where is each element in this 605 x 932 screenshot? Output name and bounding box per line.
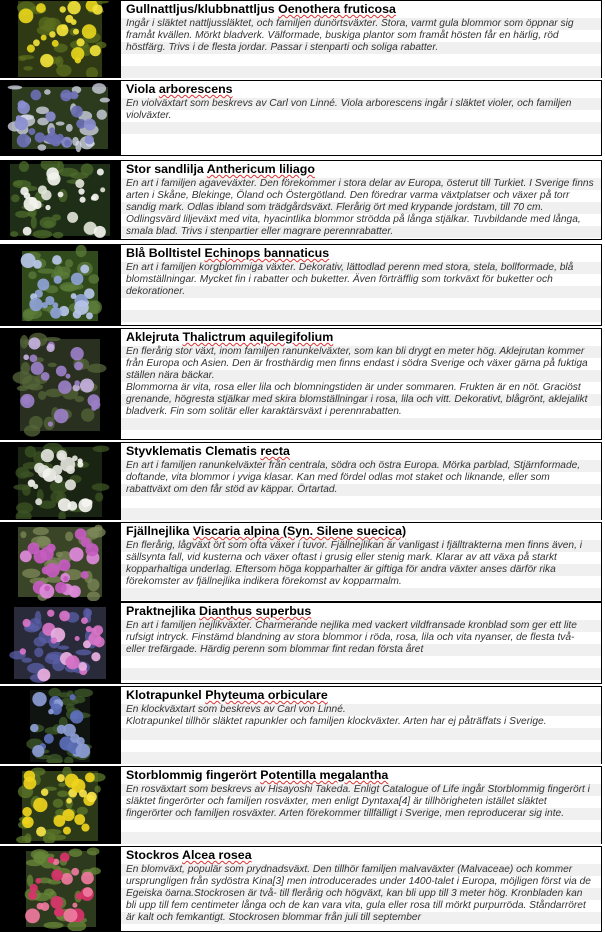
scientific-name: Dianthus superbus bbox=[199, 604, 312, 618]
thumbnail-cell bbox=[0, 81, 120, 155]
common-name: Aklejruta bbox=[126, 330, 180, 344]
plant-title bbox=[126, 246, 601, 261]
description-cell bbox=[120, 1, 602, 77]
thumbnail-cell bbox=[0, 1, 120, 77]
description-cell bbox=[120, 329, 602, 439]
fringed-pink-photo bbox=[0, 603, 120, 683]
blue-globe-thistle-photo bbox=[0, 245, 120, 325]
plant-title bbox=[126, 444, 601, 459]
description-cell bbox=[120, 81, 602, 155]
scientific-name: Alcea rosea bbox=[182, 848, 252, 862]
plant-description bbox=[126, 98, 601, 122]
description-cell bbox=[120, 687, 602, 763]
plant-description bbox=[126, 784, 601, 820]
plant-description bbox=[126, 346, 601, 418]
description-paragraph: En art i familjen ranunkelväxter från centrala, södra och östra Europa. Mörka parblad, Stjärnformade, doftande, vita blommor i yviga klasar. Kan med fördel odlas mot staket och liknande, eller som rabattväxt om den får stöd av käppar. Örtartad. bbox=[126, 460, 581, 495]
scientific-name: arborescens bbox=[158, 82, 233, 96]
description-paragraph: En violväxtart som beskrevs av Carl von Linné. Viola arborescens ingår i släktet violer, och familjen violväxter. bbox=[126, 98, 572, 121]
yellow-cinquefoil-photo bbox=[0, 767, 120, 843]
scientific-name: Echinops bannaticus bbox=[204, 246, 330, 260]
thumbnail-cell bbox=[0, 687, 120, 763]
scientific-name: Phyteuma orbiculare bbox=[205, 688, 328, 702]
plant-entry bbox=[0, 846, 602, 932]
plant-entry bbox=[0, 686, 602, 764]
plant-title bbox=[126, 330, 601, 345]
common-name: Blå Bolltistel bbox=[126, 246, 202, 260]
plant-description bbox=[126, 178, 601, 238]
description-paragraph: Ingår i släktet nattljussläktet, och familjen dunörtsväxter. Stora, varmt gula blommor som öppnar sig framåt kvällen. Mörkt bladverk. Välformade, buskiga plantor som framåt hösten får en härlig, röd höstfärg. Trivs i de flesta jordar. Passar i stenparti och soliga rabatter. bbox=[126, 18, 574, 53]
plant-title bbox=[126, 768, 601, 783]
white-lily-flowers-photo bbox=[0, 161, 120, 239]
thumbnail-cell bbox=[0, 603, 120, 683]
description-paragraph: En art i familjen nejlikväxter. Charmerande nejlika med vackert vildfransade kronblad som ger ett lite rufsigt intryck. Finstämd blandning av stora blommor i röda, rosa, lila och vita nyanser, de flesta två- eller trefärgade. Härdig perenn som blommar fint redan första året bbox=[126, 620, 577, 655]
description-paragraph: En flerårig stor växt, inom familjen ranunkelväxter, som kan bli drygt en meter hög. Aklejrutan kommer från Europa och Asien. Den är frosthärdig men finns endast i södra Sverige och växer gärna på fuktiga ställen nära bäckar. bbox=[126, 346, 588, 381]
description-cell bbox=[120, 443, 602, 519]
thumbnail-cell bbox=[0, 847, 120, 931]
plant-entry bbox=[0, 160, 602, 240]
blue-rampion-photo bbox=[0, 687, 120, 763]
description-cell bbox=[120, 847, 602, 931]
common-name: Stockros bbox=[126, 848, 180, 862]
yellow-flowers-photo bbox=[0, 1, 120, 77]
scientific-name: Thalictrum aquilegifolium bbox=[182, 330, 334, 344]
plant-title bbox=[126, 2, 601, 17]
plant-entry bbox=[0, 442, 602, 520]
description-cell bbox=[120, 603, 602, 683]
plant-entry bbox=[0, 0, 602, 78]
plant-entry bbox=[0, 328, 602, 440]
plant-entry bbox=[0, 766, 602, 844]
plant-description bbox=[126, 704, 601, 728]
plant-entry bbox=[0, 522, 602, 602]
description-paragraph: En blomväxt, populär som prydnadsväxt. Den tillhör familjen malvaväxter (Malvaceae) och kommer ursprungligen från sydöstra Kina[3] men introducerades under 1400-talet i Europa, möjligen först via de Egeiska öarna.Stockrosen är två- till flerårig och högväxt, kan bli upp till 3 meter hög. Kronbladen kan bli upp till fem centimeter långa och de kan vara vita, gula eller rosa till mörkt purpurröda. Ståndarröret är kalt och femkantigt. Stockrosen blommar från juli till september bbox=[126, 864, 591, 923]
hollyhock-photo bbox=[0, 847, 120, 931]
plant-title bbox=[126, 524, 601, 539]
purple-meadow-rue-photo bbox=[0, 329, 120, 439]
plant-description bbox=[126, 620, 601, 656]
common-name: Fjällnejlika bbox=[126, 524, 190, 538]
scientific-name: Anthericum liliago bbox=[206, 162, 315, 176]
plant-entry bbox=[0, 602, 602, 684]
thumbnail-cell bbox=[0, 523, 120, 601]
scientific-name: Oenothera fruticosa bbox=[278, 2, 396, 16]
description-paragraph: En art i familjen korgblommiga växter. Dekorativ, lättodlad perenn med stora, stela, bollformade, blå blomställningar. Mycket fin i rabatter och buketter. Även förträfflig som torkväxt för buketter och dekorationer. bbox=[126, 262, 574, 297]
common-name: Storblommig fingerört bbox=[126, 768, 257, 782]
common-name: Praktnejlika bbox=[126, 604, 196, 618]
plant-description bbox=[126, 864, 601, 924]
plant-title bbox=[126, 604, 601, 619]
common-name: Viola bbox=[126, 82, 156, 96]
common-name: Stor sandlilja bbox=[126, 162, 204, 176]
description-paragraph: En rosväxtart som beskrevs av Hisayoshi Takeda. Enligt Catalogue of Life ingår Storblommig fingerört i släktet fingerörter och familjen rosväxter, men enligt Dyntaxa[4] är tillhörigheten istället släktet fingerörter och familjen rosväxter. Arten förekommer tillfälligt i Sverige, men reproducerar sig inte. bbox=[126, 784, 590, 819]
description-cell bbox=[120, 161, 602, 239]
plant-title bbox=[126, 848, 601, 863]
plant-title bbox=[126, 688, 601, 703]
thumbnail-cell bbox=[0, 443, 120, 519]
plant-description bbox=[126, 18, 601, 54]
description-paragraph: Klotrapunkel tillhör släktet rapunkler och familjen klockväxter. Arten har ej påträffats i Sverige. bbox=[126, 716, 547, 727]
scientific-name: Potentilla megalantha bbox=[260, 768, 389, 782]
blue-violet-flowers-photo bbox=[0, 81, 120, 155]
description-paragraph: En klockväxtart som beskrevs av Carl von Linné. bbox=[126, 704, 346, 715]
description-paragraph: Blommorna är vita, rosa eller lila och blomningstiden är under sommaren. Frukten är en nöt. Graciöst grenande, högresta stjälkar med skira blomställningar i rosa, lila och vitt. Dekorativt, blågrönt, aklejalikt bladverk. Fin som solitär eller karaktärsväxt i perennrabatten. bbox=[126, 382, 588, 417]
plant-title bbox=[126, 82, 601, 97]
plant-description bbox=[126, 262, 601, 298]
plant-description bbox=[126, 540, 601, 588]
common-name: Gullnattljus/klubbnattljus bbox=[126, 2, 275, 16]
description-cell bbox=[120, 523, 602, 601]
common-name: Klotrapunkel bbox=[126, 688, 202, 702]
thumbnail-cell bbox=[0, 161, 120, 239]
white-clematis-photo bbox=[0, 443, 120, 519]
thumbnail-cell bbox=[0, 329, 120, 439]
scientific-name: recta bbox=[260, 444, 290, 458]
scientific-name: Viscaria alpina (Syn. Silene suecica) bbox=[192, 524, 407, 538]
description-paragraph: En art i familjen agaveväxter. Den förekommer i stora delar av Europa, österut till Turkiet. I Sverige finns arten i Skåne, Blekinge, Öland och Östergötland. Den föredrar varma växtplatser och växer på torr sandig mark. Odlas ibland som trädgårdsväxt. Flerårig ört med krypande jordstam, till 70 cm. Odlingsvärd liljeväxt med vita, hyacintlika blommor strödda på långa stjälkar. Tuvbildande med långa, smala blad. Trivs i stenpartier eller magrare perennrabatter. bbox=[126, 178, 594, 237]
description-paragraph: En flerårig, lågväxt ört som ofta växer i tuvor. Fjällnejlikan är vanligast i fjälltrakterna men finns även, i sällsynta fall, vid kusterna och växer oftast i grusig eller stenig mark. Klarar av att växa på starkt kopparhaltiga underlag. Eftersom höga kopparhalter är giftiga för andra växter anses därför rika förekomster av fjällnejlika indikera förekomst av kopparmalm. bbox=[126, 540, 582, 587]
description-cell bbox=[120, 245, 602, 325]
common-name: Styvklematis Clematis bbox=[126, 444, 257, 458]
plant-entry bbox=[0, 80, 602, 156]
description-cell bbox=[120, 767, 602, 843]
plant-entry bbox=[0, 244, 602, 326]
plant-title bbox=[126, 162, 601, 177]
pink-catchfly-photo bbox=[0, 523, 120, 601]
plant-description bbox=[126, 460, 601, 496]
thumbnail-cell bbox=[0, 767, 120, 843]
thumbnail-cell bbox=[0, 245, 120, 325]
